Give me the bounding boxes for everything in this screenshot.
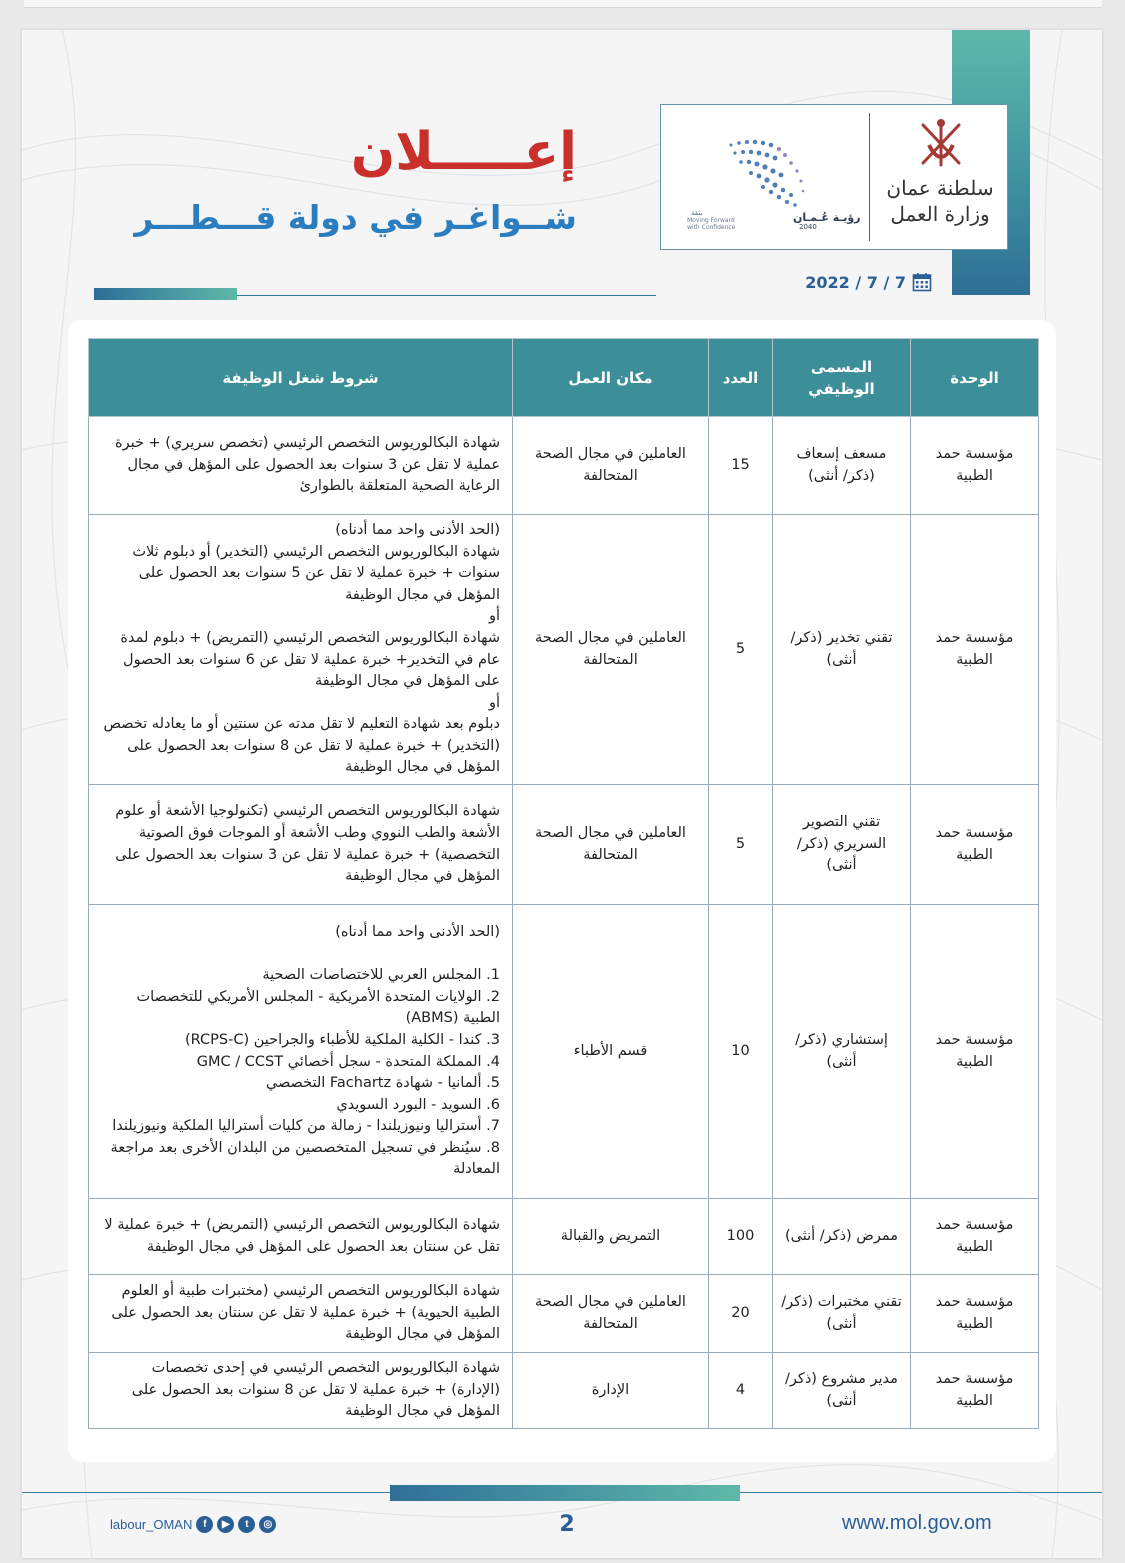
vision-tagline-en: Moving Forward with Confidence [687,217,736,231]
ministry-line2: وزارة العمل [890,202,990,226]
previous-page-edge [24,0,1102,8]
cell-conditions: شهادة البكالوريوس التخصص الرئيسي (تخصص سريري) + خبرة عملية لا تقل عن 3 سنوات بعد الحصول على المؤهل في مجال الرعاية الصحية المتعلقة بالطوارئ [89,417,513,515]
document-page [22,30,1102,1558]
header-work-place: مكان العمل [513,339,709,417]
header-unit: الوحدة [911,339,1039,417]
cell-work-place: قسم الأطباء [513,905,709,1199]
ministry-line1: سلطنة عمان [886,176,994,200]
cell-count: 5 [709,515,773,785]
header-job-title: المسمى الوظيفي [773,339,911,417]
cell-unit: مؤسسة حمد الطبية [911,1199,1039,1275]
cell-count: 4 [709,1353,773,1429]
cell-unit: مؤسسة حمد الطبية [911,905,1039,1199]
header-count: العدد [709,339,773,417]
cell-unit: مؤسسة حمد الطبية [911,1275,1039,1353]
cell-conditions: شهادة البكالوريوس التخصص الرئيسي في إحدى تخصصات (الإدارة) + خبرة عملية لا تقل عن 8 سنوات بعد الحصول على المؤهل في مجال الوظيفة [89,1353,513,1429]
cell-work-place: التمريض والقبالة [513,1199,709,1275]
cell-conditions: شهادة البكالوريوس التخصص الرئيسي (مختبرات طبية أو العلوم الطبية الحيوية) + خبرة عملية لا تقل عن سنتان بعد الحصول على المؤهل في مجال الوظيفة [89,1275,513,1353]
footer-accent-bar [390,1485,740,1501]
cell-job-title: تقني التصوير السريري (ذكر/ أنثى) [773,785,911,905]
jobs-table [88,338,1039,1429]
announcement-date [782,270,932,294]
instagram-icon[interactable]: ◎ [259,1516,276,1533]
cell-job-title: مدير مشروع (ذكر/أنثى) [773,1353,911,1429]
page-title: إعـــــلان [350,122,577,182]
cell-work-place: العاملين في مجال الصحة المتحالفة [513,785,709,905]
page-number: 2 [559,1512,575,1537]
table-row [89,417,1039,515]
cell-unit: مؤسسة حمد الطبية [911,785,1039,905]
cell-work-place: الإدارة [513,1353,709,1429]
cell-work-place: العاملين في مجال الصحة المتحالفة [513,417,709,515]
cell-count: 20 [709,1275,773,1353]
vision-2040-graphic [721,125,831,225]
table-row [89,1275,1039,1353]
twitter-icon[interactable]: t [238,1516,255,1533]
cell-job-title: ممرض (ذكر/ أنثى) [773,1199,911,1275]
cell-work-place: العاملين في مجال الصحة المتحالفة [513,515,709,785]
cell-conditions: شهادة البكالوريوس التخصص الرئيسي (تكنولوجيا الأشعة أو علوم الأشعة والطب النووي وطب الأشعة أو الموجات فوق الصوتية التخصصية) + خبرة عملية لا تقل عن 3 سنوات بعد الحصول على المؤهل في مجال الوظيفة [89,785,513,905]
ministry-name [877,175,1003,227]
cell-unit: مؤسسة حمد الطبية [911,417,1039,515]
title-underline-accent [94,288,237,300]
page-subtitle: شــواغـر في دولة قـــطـــر [134,198,577,237]
youtube-icon[interactable]: ▶ [217,1516,234,1533]
calendar-icon [912,272,932,292]
cell-count: 5 [709,785,773,905]
table-row [89,1199,1039,1275]
cell-count: 10 [709,905,773,1199]
header-conditions: شروط شغل الوظيفة [89,339,513,417]
table-header-row [89,339,1039,417]
social-links [110,1516,276,1533]
facebook-icon[interactable]: f [196,1516,213,1533]
website-link[interactable]: www.mol.gov.om [842,1512,992,1534]
vision-tagline-ar: بثقة [691,209,703,217]
vision-2040-label: رؤيـة عُـمـان [793,211,861,224]
table-row [89,515,1039,785]
ministry-logo-box [660,104,1008,250]
date-text: 2022 / 7 / 7 [805,272,906,292]
jobs-table-card [68,320,1056,1462]
cell-work-place: العاملين في مجال الصحة المتحالفة [513,1275,709,1353]
cell-count: 15 [709,417,773,515]
oman-emblem-icon [911,115,971,173]
vision-year: 2040 [799,223,817,231]
table-row [89,1353,1039,1429]
cell-unit: مؤسسة حمد الطبية [911,1353,1039,1429]
social-handle[interactable]: labour_OMAN [110,1517,193,1532]
cell-job-title: إستشاري (ذكر/ أنثى) [773,905,911,1199]
cell-job-title: تقني مختبرات (ذكر/أنثى) [773,1275,911,1353]
cell-unit: مؤسسة حمد الطبية [911,515,1039,785]
cell-conditions: (الحد الأدنى واحد مما أدناه) 1. المجلس العربي للاختصاصات الصحية 2. الولايات المتحدة الأمريكية - المجلس الأمريكي للتخصصات الطبية (ABMS) 3. كندا - الكلية الملكية للأطباء والجراحين (RCPS-C) 4. المملكة المتحدة - سجل أخصائي GMC / CCST 5. ألمانيا - شهادة Fachartz التخصصي 6. السويد - البورد السويدي 7. أستراليا ونيوزيلندا - زمالة من كليات أستراليا الملكية ونيوزيلندا 8. سيُنظر في تسجيل المتخصصين من البلدان الأخرى بعد مراجعة المعادلة [89,905,513,1199]
table-row [89,785,1039,905]
cell-count: 100 [709,1199,773,1275]
cell-conditions: (الحد الأدنى واحد مما أدناه) شهادة البكالوريوس التخصص الرئيسي (التخدير) أو دبلوم ثلاث سنوات + خبرة عملية لا تقل عن 5 سنوات بعد الحصول على المؤهل في مجال الوظيفة أو شهادة البكالوريوس التخصص الرئيسي (التمريض) + دبلوم لمدة عام في التخدير+ خبرة عملية لا تقل عن 6 سنوات بعد الحصول على المؤهل في مجال الوظيفة أو دبلوم بعد شهادة التعليم لا تقل مدته عن سنتين أو ما يعادله تخصص (التخدير) + خبرة عملية لا تقل عن 8 سنوات بعد الحصول على المؤهل في مجال الوظيفة [89,515,513,785]
logo-divider [869,113,870,241]
cell-job-title: تقني تخدير (ذكر/ أنثى) [773,515,911,785]
table-row [89,905,1039,1199]
cell-job-title: مسعف إسعاف (ذكر/ أنثى) [773,417,911,515]
cell-conditions: شهادة البكالوريوس التخصص الرئيسي (التمريض) + خبرة عملية لا تقل عن سنتان بعد الحصول على المؤهل في مجال الوظيفة [89,1199,513,1275]
